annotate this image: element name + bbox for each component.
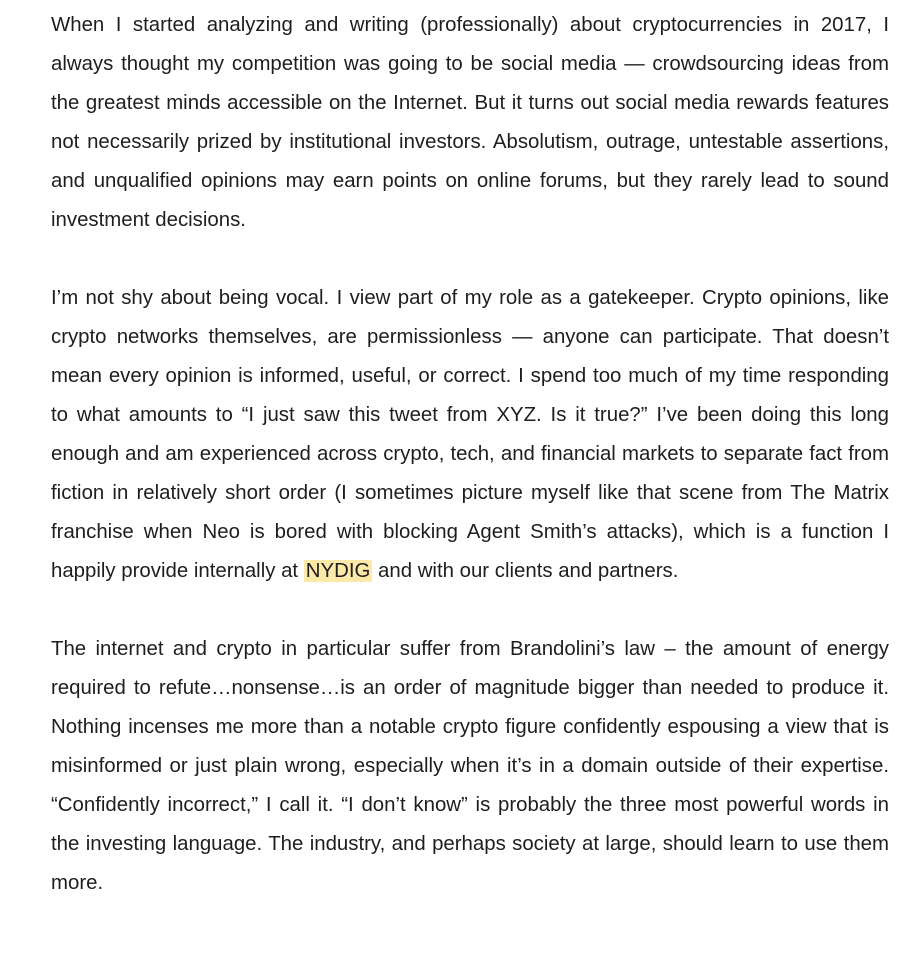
paragraph-2-text-after: and with our clients and partners. xyxy=(372,560,679,582)
paragraph-3: The internet and crypto in particular suffer from Brandolini’s law – the amount of energy required to refute…nonsense…is an order of magnitude bigger than needed to produce it. Nothing incenses me more than a notable crypto figure confidently espousing a view that is misinformed or just plain wrong, especially when it’s in a domain outside of their expertise. “Confidently incorrect,” I call it. “I don’t know” is probably the three most powerful words in the investing language. The industry, and perhaps society at large, should learn to use them more. xyxy=(51,638,889,894)
paragraph-1: When I started analyzing and writing (professionally) about cryptocurrencies in 2017, I always thought my competition was going to be social media — crowdsourcing ideas from the greatest minds accessible on the Internet. But it turns out social media rewards features not necessarily prized by institutional investors. Absolutism, outrage, untestable assertions, and unqualified opinions may earn points on online forums, but they rarely lead to sound investment decisions. xyxy=(51,14,889,231)
paragraph-2-text-before: I’m not shy about being vocal. I view part of my role as a gatekeeper. Crypto opinions, like crypto networks themselves, are permissionless — anyone can participate. That doesn’t mean every opinion is informed, useful, or correct. I spend too much of my time responding to what amounts to “I just saw this tweet from XYZ. Is it true?” I’ve been doing this long enough and am experienced across crypto, tech, and financial markets to separate fact from fiction in relatively short order (I sometimes picture myself like that scene from The Matrix franchise when Neo is bored with blocking Agent Smith’s attacks), which is a function I happily provide internally at xyxy=(51,287,889,582)
article-body xyxy=(51,6,889,903)
paragraph-2 xyxy=(51,279,889,591)
highlighted-nydig[interactable]: NYDIG xyxy=(305,560,371,582)
